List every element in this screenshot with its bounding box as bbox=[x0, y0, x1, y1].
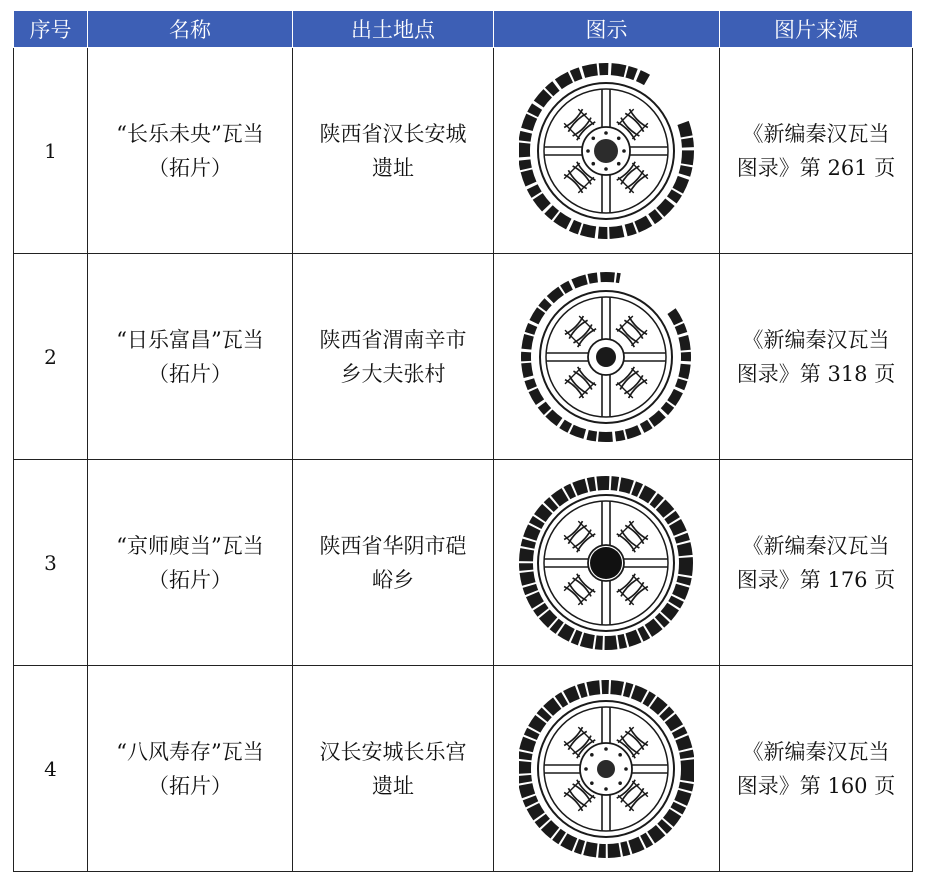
rubbing-svg bbox=[519, 262, 694, 452]
row-image bbox=[494, 460, 720, 666]
site-line: 汉长安城长乐宫 bbox=[319, 739, 467, 764]
table-row bbox=[14, 48, 913, 254]
row-index: 2 bbox=[14, 254, 88, 460]
site-line: 乡大夫张村 bbox=[340, 361, 446, 386]
table-row bbox=[14, 666, 913, 872]
row-name bbox=[88, 666, 293, 872]
header-name: 名称 bbox=[88, 11, 293, 48]
row-image bbox=[494, 254, 720, 460]
row-source bbox=[720, 460, 913, 666]
table-row bbox=[14, 460, 913, 666]
tile-rubbing-image bbox=[519, 674, 694, 864]
header-source: 图片来源 bbox=[720, 11, 913, 48]
row-site bbox=[293, 666, 494, 872]
row-image bbox=[494, 48, 720, 254]
site-line: 遗址 bbox=[372, 773, 414, 798]
table-row bbox=[14, 254, 913, 460]
row-name bbox=[88, 48, 293, 254]
source-line: 图录》第 176 页 bbox=[736, 567, 896, 592]
header-image: 图示 bbox=[494, 11, 720, 48]
site-line: 峪乡 bbox=[372, 567, 414, 592]
rubbing-svg bbox=[519, 674, 694, 864]
row-source bbox=[720, 254, 913, 460]
row-index: 1 bbox=[14, 48, 88, 254]
name-line: “八风寿存”瓦当 bbox=[116, 739, 264, 764]
row-site bbox=[293, 48, 494, 254]
source-line: 《新编秦汉瓦当 bbox=[742, 739, 890, 764]
tile-rubbing-image bbox=[519, 262, 694, 452]
tile-rubbing-image bbox=[519, 468, 694, 658]
row-source bbox=[720, 666, 913, 872]
row-index: 3 bbox=[14, 460, 88, 666]
row-site bbox=[293, 460, 494, 666]
source-line: 《新编秦汉瓦当 bbox=[742, 327, 890, 352]
row-name bbox=[88, 254, 293, 460]
name-line: （拓片） bbox=[148, 567, 232, 592]
source-line: 图录》第 261 页 bbox=[736, 155, 896, 180]
row-image bbox=[494, 666, 720, 872]
site-line: 陕西省汉长安城 bbox=[319, 121, 467, 146]
name-line: （拓片） bbox=[148, 361, 232, 386]
source-line: 《新编秦汉瓦当 bbox=[742, 121, 890, 146]
name-line: （拓片） bbox=[148, 773, 232, 798]
header-site: 出土地点 bbox=[293, 11, 494, 48]
name-line: “长乐未央”瓦当 bbox=[116, 121, 264, 146]
name-line: “京师庾当”瓦当 bbox=[116, 533, 264, 558]
source-line: 《新编秦汉瓦当 bbox=[742, 533, 890, 558]
site-line: 陕西省华阴市硙 bbox=[319, 533, 467, 558]
artifact-table bbox=[13, 10, 913, 872]
row-site bbox=[293, 254, 494, 460]
source-line: 图录》第 160 页 bbox=[736, 773, 896, 798]
source-line: 图录》第 318 页 bbox=[736, 361, 896, 386]
row-index: 4 bbox=[14, 666, 88, 872]
row-name bbox=[88, 460, 293, 666]
header-index: 序号 bbox=[14, 11, 88, 48]
site-line: 陕西省渭南辛市 bbox=[319, 327, 467, 352]
site-line: 遗址 bbox=[372, 155, 414, 180]
tile-rubbing-image bbox=[519, 56, 694, 246]
name-line: （拓片） bbox=[148, 155, 232, 180]
row-source bbox=[720, 48, 913, 254]
rubbing-svg bbox=[519, 468, 694, 658]
rubbing-svg bbox=[519, 56, 694, 246]
header-row bbox=[14, 11, 913, 48]
name-line: “日乐富昌”瓦当 bbox=[116, 327, 264, 352]
